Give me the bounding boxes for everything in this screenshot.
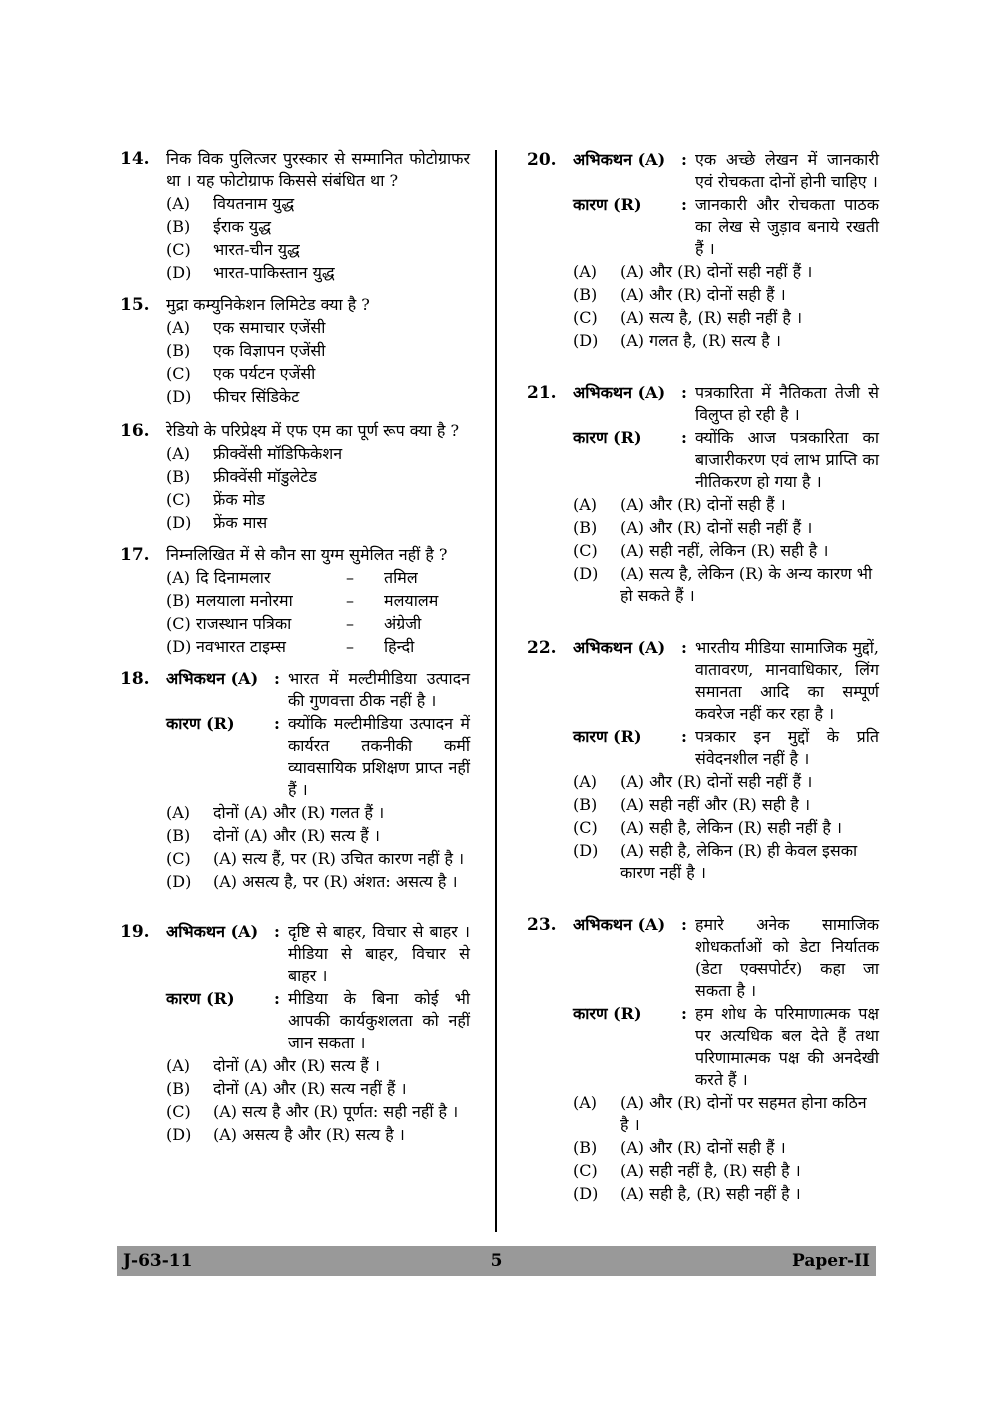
assertion: अभिकथन (A) : पत्रकारिता में नैतिकता तेजी से विलुप्त हो रही है । <box>573 383 879 424</box>
option-a: (A) (A) और (R) दोनों सही नहीं हैं । <box>573 772 813 791</box>
option-b: (B) (A) और (R) दोनों सही हैं । <box>573 285 786 304</box>
question-number: 15. <box>120 295 150 315</box>
right-column <box>527 148 879 1215</box>
question-number: 21. <box>527 383 557 403</box>
option-d: (D) (A) गलत है, (R) सत्य है । <box>573 331 781 350</box>
question-14 <box>120 148 470 284</box>
question-number: 23. <box>527 915 557 935</box>
question-number: 17. <box>120 545 150 565</box>
reason: कारण (R) : हम शोध के परिमाणात्मक पक्ष पर अत्यधिक बल देते हैं तथा परिणामात्मक पक्ष की अनदेखी करते हैं । <box>573 1004 879 1089</box>
option-c: (C) (A) सही नहीं है, (R) सही है । <box>573 1161 801 1180</box>
question-number: 18. <box>120 669 150 689</box>
question-23 <box>527 914 879 1205</box>
option-b: (B) (A) और (R) दोनों सही हैं । <box>573 1138 786 1157</box>
option-a: (A) फ्रीक्वेंसी मॉडिफिकेशन <box>166 444 343 463</box>
assertion: अभिकथन (A) : एक अच्छे लेखन में जानकारी एवं रोचकता दोनों होनी चाहिए । <box>573 150 879 191</box>
reason: कारण (R) : पत्रकार इन मुद्दों के प्रति संवेदनशील नहीं है । <box>573 727 879 768</box>
option-d: (D) (A) सही है, (R) सही नहीं है । <box>573 1184 801 1203</box>
pair-c: (C) राजस्थान पत्रिका – अंग्रेजी <box>166 614 422 633</box>
left-column <box>120 148 470 1156</box>
option-b: (B) दोनों (A) और (R) सत्य नहीं हैं । <box>166 1079 407 1098</box>
option-b: (B) फ्रीक्वेंसी मॉडुलेटेड <box>166 467 317 486</box>
reason: कारण (R) : मीडिया के बिना कोई भी आपकी कार्यकुशलता को नहीं जान सकता । <box>166 989 470 1052</box>
option-a: (A) दोनों (A) और (R) गलत हैं । <box>166 803 385 822</box>
reason: कारण (R) : जानकारी और रोचकता पाठक का लेख से जुड़ाव बनाये रखती हैं । <box>573 195 879 258</box>
option-b: (B) (A) सही नहीं और (R) सही है । <box>573 795 811 814</box>
paper-code: J-63-11 <box>123 1251 193 1271</box>
option-c: (C) (A) सही है, लेकिन (R) सही नहीं है । <box>573 818 842 837</box>
option-d: (D) (A) सही है, लेकिन (R) ही केवल इसका कारण नहीं है । <box>573 841 858 882</box>
option-c: (C) (A) सत्य हैं, पर (R) उचित कारण नहीं है । <box>166 849 465 868</box>
reason: कारण (R) : क्योंकि मल्टीमीडिया उत्पादन में कार्यरत तकनीकी कर्मी व्यावसायिक प्रशिक्षण प्राप्त नहीं हैं । <box>166 714 470 799</box>
column-divider <box>495 150 497 1232</box>
pair-a: (A) दि दिनामलार – तमिल <box>166 568 418 587</box>
option-a: (A) एक समाचार एजेंसी <box>166 318 326 337</box>
option-c: (C) फ्रेंक मोड <box>166 490 265 509</box>
option-b: (B) दोनों (A) और (R) सत्य हैं । <box>166 826 380 845</box>
option-b: (B) (A) और (R) दोनों सही नहीं हैं । <box>573 518 813 537</box>
assertion: अभिकथन (A) : भारत में मल्टीमीडिया उत्पादन की गुणवत्ता ठीक नहीं है । <box>166 669 470 710</box>
option-d: (D) भारत-पाकिस्तान युद्ध <box>166 263 335 282</box>
question-number: 14. <box>120 149 150 169</box>
reason: कारण (R) : क्योंकि आज पत्रकारिता का बाजारीकरण एवं लाभ प्राप्ति का नीतिकरण हो गया है । <box>573 428 879 491</box>
pair-b: (B) मलयाला मनोरमा – मलयालम <box>166 591 439 610</box>
question-number: 19. <box>120 922 150 942</box>
question-19 <box>120 921 470 1146</box>
option-a: (A) (A) और (R) दोनों पर सहमत होना कठिन है । <box>573 1093 867 1134</box>
question-20 <box>527 149 879 352</box>
question-22 <box>527 637 879 884</box>
option-a: (A) दोनों (A) और (R) सत्य हैं । <box>166 1056 380 1075</box>
question-16 <box>120 420 470 534</box>
option-d: (D) (A) असत्य है, पर (R) अंशत: असत्य है । <box>166 872 458 891</box>
question-15 <box>120 294 470 408</box>
question-17 <box>120 544 470 658</box>
option-d: (D) फीचर सिंडिकेट <box>166 387 300 406</box>
question-number: 22. <box>527 638 557 658</box>
option-d: (D) (A) सत्य है, लेकिन (R) के अन्य कारण भी हो सकते हैं । <box>573 564 873 605</box>
option-c: (C) एक पर्यटन एजेंसी <box>166 364 316 383</box>
option-c: (C) (A) सही नहीं, लेकिन (R) सही है । <box>573 541 829 560</box>
option-c: (C) (A) सत्य है, (R) सही नहीं है । <box>573 308 803 327</box>
question-text: निम्नलिखित में से कौन सा युग्म सुमेलित नहीं है ? <box>166 545 448 564</box>
page-footer <box>117 1246 876 1276</box>
option-a: (A) (A) और (R) दोनों सही नहीं हैं । <box>573 262 813 281</box>
option-d: (D) (A) असत्य है और (R) सत्य है । <box>166 1125 405 1144</box>
assertion: अभिकथन (A) : हमारे अनेक सामाजिक शोधकर्ताओं को डेटा निर्यातक (डेटा एक्सपोर्टर) कहा जा सकता है । <box>573 915 879 1000</box>
option-b: (B) ईराक युद्ध <box>166 217 271 236</box>
question-number: 16. <box>120 421 150 441</box>
question-18 <box>120 668 470 893</box>
question-text: रेडियो के परिप्रेक्ष्य में एफ एम का पूर्ण रूप क्या है ? <box>166 421 460 440</box>
option-c: (C) भारत-चीन युद्ध <box>166 240 300 259</box>
pair-d: (D) नवभारत टाइम्स – हिन्दी <box>166 637 415 656</box>
question-number: 20. <box>527 150 557 170</box>
question-text: मुद्रा कम्युनिकेशन लिमिटेड क्या है ? <box>166 295 370 314</box>
option-a: (A) (A) और (R) दोनों सही हैं । <box>573 495 786 514</box>
paper-label: Paper-II <box>792 1251 870 1271</box>
question-21 <box>527 382 879 607</box>
option-a: (A) वियतनाम युद्ध <box>166 194 295 213</box>
option-d: (D) फ्रेंक मास <box>166 513 268 532</box>
page-number: 5 <box>490 1251 503 1271</box>
assertion: अभिकथन (A) : भारतीय मीडिया सामाजिक मुद्दों, वातावरण, मानवाधिकार, लिंग समानता आदि का सम्पूर्ण कवरेज नहीं कर रहा है । <box>573 638 879 723</box>
option-c: (C) (A) सत्य है और (R) पूर्णत: सही नहीं है । <box>166 1102 459 1121</box>
option-b: (B) एक विज्ञापन एजेंसी <box>166 341 326 360</box>
question-text: निक विक पुलित्जर पुरस्कार से सम्मानित फोटोग्राफर था । यह फोटोग्राफ किससे संबंधित था ? <box>166 149 470 190</box>
assertion: अभिकथन (A) : दृष्टि से बाहर, विचार से बाहर । मीडिया से बाहर, विचार से बाहर । <box>166 922 470 985</box>
